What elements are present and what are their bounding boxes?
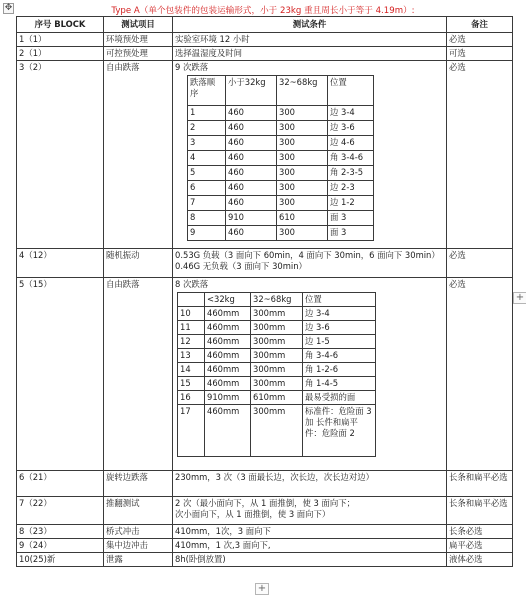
row-item: 泄露 <box>104 553 173 567</box>
table-row <box>17 471 513 497</box>
sub-cell: 角 3-4-6 <box>328 151 374 166</box>
row-item: 集中边冲击 <box>104 539 173 553</box>
drop-sequence-table-1 <box>187 75 374 241</box>
sub-cell: 面 3 <box>328 226 374 241</box>
sub-cell: 460mm <box>205 377 251 391</box>
sub-cell: 标准件：危险面 3 加 长件和扁平件：危险面 2 <box>303 405 376 457</box>
sub-cell: 边 1-5 <box>303 335 376 349</box>
add-row-button[interactable]: + <box>255 583 269 595</box>
row-note: 长条必选 <box>447 525 513 539</box>
sub-cell: 460 <box>226 196 277 211</box>
row-seq: 7（22） <box>17 497 104 525</box>
table-header-row <box>17 17 513 33</box>
sub-cell: 460mm <box>205 349 251 363</box>
sub-cell: 边 3-6 <box>303 321 376 335</box>
sub-header-cell <box>178 293 205 307</box>
row-cond: 410mm，1 次,3 面向下, <box>173 539 447 553</box>
row-cond <box>173 61 447 249</box>
row-note: 长条和扁平必选 <box>447 471 513 497</box>
sub-cell: 610 <box>277 211 328 226</box>
sub-cell: 460 <box>226 166 277 181</box>
sub-header-cell: 位置 <box>328 76 374 106</box>
sub-cell: 300 <box>277 166 328 181</box>
sub-cell: 17 <box>178 405 205 457</box>
sub-cell: 最易受损的面 <box>303 391 376 405</box>
sub-cell: 300mm <box>251 377 303 391</box>
sub-header-cell: 小于32kg <box>226 76 277 106</box>
table-move-handle[interactable]: ✥ <box>4 3 13 13</box>
sub-header-cell: <32kg <box>205 293 251 307</box>
sub-cell: 7 <box>188 196 226 211</box>
row-note: 扁平必选 <box>447 539 513 553</box>
sub-row <box>188 181 374 196</box>
sub-cell: 角 2-3-5 <box>328 166 374 181</box>
sub-cell: 300mm <box>251 349 303 363</box>
sub-cell: 9 <box>188 226 226 241</box>
row-cond-line: 2 次（最小面向下，从 1 面推倒，使 3 面向下； <box>175 498 356 508</box>
sub-cell: 460mm <box>205 363 251 377</box>
row-item: 桥式冲击 <box>104 525 173 539</box>
sub-header-cell: 位置 <box>303 293 376 307</box>
row-cond-text: 9 次跌落 <box>175 62 209 72</box>
sub-cell: 5 <box>188 166 226 181</box>
row-item: 推翻测试 <box>104 497 173 525</box>
sub-row <box>178 377 376 391</box>
header-cond: 测试条件 <box>173 17 447 33</box>
sub-cell: 460mm <box>205 335 251 349</box>
table-row <box>17 61 513 249</box>
drop-sequence-table-2 <box>177 292 376 457</box>
sub-cell: 边 4-6 <box>328 136 374 151</box>
sub-cell: 15 <box>178 377 205 391</box>
sub-cell: 4 <box>188 151 226 166</box>
sub-cell: 1 <box>188 106 226 121</box>
sub-header-cell: 32~68kg <box>251 293 303 307</box>
sub-cell: 边 2-3 <box>328 181 374 196</box>
sub-cell: 460mm <box>205 405 251 457</box>
sub-cell: 300mm <box>251 321 303 335</box>
sub-cell: 边 1-2 <box>328 196 374 211</box>
sub-cell: 14 <box>178 363 205 377</box>
row-cond <box>173 497 447 525</box>
sub-cell: 6 <box>188 181 226 196</box>
row-cond-text: 8 次跌落 <box>175 279 209 289</box>
row-seq: 1（1） <box>17 33 104 47</box>
row-item: 环境预处理 <box>104 33 173 47</box>
sub-cell: 300 <box>277 136 328 151</box>
row-seq: 6（21） <box>17 471 104 497</box>
sub-cell: 300mm <box>251 307 303 321</box>
row-item: 可控预处理 <box>104 47 173 61</box>
sub-cell: 12 <box>178 335 205 349</box>
table-row <box>17 33 513 47</box>
row-cond: 选择温湿度及时间 <box>173 47 447 61</box>
row-note: 液体必选 <box>447 553 513 567</box>
sub-row <box>178 321 376 335</box>
sub-cell: 910mm <box>205 391 251 405</box>
sub-row <box>178 335 376 349</box>
row-note: 长条和扁平必选 <box>447 497 513 525</box>
sub-cell: 2 <box>188 121 226 136</box>
sub-cell: 300 <box>277 181 328 196</box>
sub-cell: 300 <box>277 151 328 166</box>
sub-cell: 面 3 <box>328 211 374 226</box>
sub-cell: 300mm <box>251 363 303 377</box>
sub-row <box>188 226 374 241</box>
sub-cell: 13 <box>178 349 205 363</box>
sub-cell: 300mm <box>251 335 303 349</box>
row-item: 自由跌落 <box>104 61 173 249</box>
table-row <box>17 47 513 61</box>
sub-cell: 角 1-4-5 <box>303 377 376 391</box>
sub-cell: 边 3-6 <box>328 121 374 136</box>
header-item: 测试项目 <box>104 17 173 33</box>
sub-cell: 460 <box>226 106 277 121</box>
sub-cell: 460 <box>226 151 277 166</box>
sub-cell: 边 3-4 <box>328 106 374 121</box>
table-row <box>17 249 513 278</box>
row-cond-line: 0.53G 负载（3 面向下 60min，4 面向下 30min，6 面向下 30min） <box>175 250 440 260</box>
sub-cell: 300 <box>277 226 328 241</box>
sub-cell: 300mm <box>251 405 303 457</box>
row-seq: 4（12） <box>17 249 104 278</box>
sub-cell: 910 <box>226 211 277 226</box>
sub-cell: 460mm <box>205 321 251 335</box>
sub-cell: 10 <box>178 307 205 321</box>
sub-row <box>178 391 376 405</box>
sub-cell: 角 1-2-6 <box>303 363 376 377</box>
sub-cell: 角 3-4-6 <box>303 349 376 363</box>
row-seq: 3（2） <box>17 61 104 249</box>
sub-header-row <box>188 76 374 106</box>
row-cond-line: 次小面向下，从 1 面推倒，使 3 面向下） <box>175 509 331 519</box>
sub-cell: 460 <box>226 121 277 136</box>
header-seq: 序号 BLOCK <box>17 17 104 33</box>
page-title: Type A（单个包装件的包装运输形式，小于 23kg 重且周长小于等于 4.19m）: <box>111 6 415 16</box>
sub-row <box>188 136 374 151</box>
sub-cell: 300 <box>277 106 328 121</box>
sub-cell: 460 <box>226 226 277 241</box>
sub-row <box>178 307 376 321</box>
sub-cell: 3 <box>188 136 226 151</box>
row-item: 自由跌落 <box>104 278 173 471</box>
row-cond: 8h(卧倒放置) <box>173 553 447 567</box>
row-seq: 9（24） <box>17 539 104 553</box>
sub-header-cell: 跌落顺序 <box>188 76 226 106</box>
row-seq: 5（15） <box>17 278 104 471</box>
row-cond-line: 0.46G 无负载（3 面向下 30min） <box>175 261 307 271</box>
sub-row <box>188 166 374 181</box>
sub-row <box>188 121 374 136</box>
sub-cell: 460mm <box>205 307 251 321</box>
row-note: 可选 <box>447 47 513 61</box>
row-cond: 410mm，1次，3 面向下 <box>173 525 447 539</box>
table-row <box>17 525 513 539</box>
sub-row <box>178 349 376 363</box>
sub-row <box>188 211 374 226</box>
row-note: 必选 <box>447 33 513 47</box>
row-seq: 2（1） <box>17 47 104 61</box>
row-note: 必选 <box>447 278 513 471</box>
sub-row <box>188 106 374 121</box>
row-cond: 实验室环境 12 小时 <box>173 33 447 47</box>
sub-cell: 16 <box>178 391 205 405</box>
test-table <box>16 16 513 567</box>
table-row <box>17 553 513 567</box>
sub-cell: 11 <box>178 321 205 335</box>
add-column-button[interactable]: + <box>513 292 526 304</box>
row-note: 必选 <box>447 249 513 278</box>
row-note: 必选 <box>447 61 513 249</box>
sub-cell: 300 <box>277 121 328 136</box>
sub-row <box>188 151 374 166</box>
table-row <box>17 539 513 553</box>
table-row <box>17 497 513 525</box>
sub-row <box>188 196 374 211</box>
header-note: 备注 <box>447 17 513 33</box>
row-item: 随机振动 <box>104 249 173 278</box>
sub-cell: 边 3-4 <box>303 307 376 321</box>
row-cond: 230mm，3 次（3 面最长边，次长边，次长边对边） <box>173 471 447 497</box>
sub-header-cell: 32~68kg <box>277 76 328 106</box>
table-row <box>17 278 513 471</box>
row-item: 旋转边跌落 <box>104 471 173 497</box>
row-cond <box>173 278 447 471</box>
sub-header-row <box>178 293 376 307</box>
sub-row <box>178 363 376 377</box>
sub-cell: 460 <box>226 181 277 196</box>
row-cond <box>173 249 447 278</box>
sub-cell: 300 <box>277 196 328 211</box>
sub-row <box>178 405 376 457</box>
sub-cell: 610mm <box>251 391 303 405</box>
row-seq: 8（23） <box>17 525 104 539</box>
row-seq: 10(25)新 <box>17 553 104 567</box>
sub-cell: 460 <box>226 136 277 151</box>
sub-cell: 8 <box>188 211 226 226</box>
